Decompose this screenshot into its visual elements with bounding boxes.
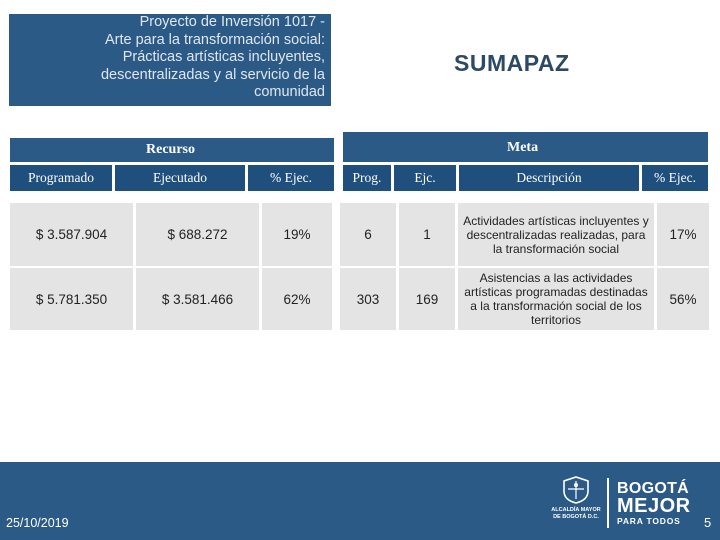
meta-title: Meta — [507, 140, 539, 155]
table-cell-prog: 6 — [340, 203, 396, 266]
locality-title: SUMAPAZ — [454, 50, 570, 76]
table-cell-ejc: 1 — [399, 203, 455, 266]
table-cell-programado: $ 5.781.350 — [10, 268, 133, 330]
page-number: 5 — [704, 515, 712, 530]
project-title-line: Proyecto de Inversión 1017 - — [139, 14, 325, 30]
column-header-programado: Programado — [10, 165, 112, 191]
table-cell-pct-recurso: 62% — [262, 268, 332, 330]
seal-text — [544, 507, 608, 520]
coat-of-arms-icon — [556, 475, 596, 505]
column-header-ejecutado: Ejecutado — [115, 165, 245, 191]
seal-text-line: ALCALDÍA MAYOR — [551, 507, 601, 513]
project-title-line: comunidad — [254, 84, 325, 100]
table-cell-pct-meta: 17% — [657, 203, 709, 266]
table-cell-ejecutado: $ 3.581.466 — [136, 268, 259, 330]
column-header-pct-recurso: % Ejec. — [248, 165, 334, 191]
table-cell-ejc: 169 — [399, 268, 455, 330]
project-title-box — [9, 14, 331, 106]
logo-line: BOGOTÁ — [617, 480, 690, 497]
table-cell-descripcion: Actividades artísticas incluyentes y descentralizadas realizadas, para la transformación social — [458, 203, 654, 266]
project-title-line: Prácticas artísticas incluyentes, — [122, 49, 325, 65]
column-header-ejc: Ejc. — [394, 165, 456, 191]
recurso-title: Recurso — [146, 142, 195, 157]
footer-bar — [0, 462, 720, 540]
recurso-section-header — [10, 138, 334, 162]
logo-line: MEJOR — [617, 495, 691, 517]
table-cell-descripcion: Asistencias a las actividades artísticas programadas destinadas a la transformación social de los territorios — [458, 268, 654, 330]
table-cell-ejecutado: $ 688.272 — [136, 203, 259, 266]
column-header-descripcion: Descripción — [459, 165, 639, 191]
table-cell-prog: 303 — [340, 268, 396, 330]
project-title-line: descentralizadas y al servicio de la — [100, 66, 325, 83]
logo-line: PARA TODOS — [617, 516, 681, 526]
project-title — [15, 14, 325, 102]
table-cell-pct-recurso: 19% — [262, 203, 332, 266]
table-cell-pct-meta: 56% — [657, 268, 709, 330]
project-title-line: Arte para la transformación social: — [104, 31, 325, 48]
table-cell-programado: $ 3.587.904 — [10, 203, 133, 266]
column-header-pct-meta: % Ejec. — [642, 165, 708, 191]
footer-date: 25/10/2019 — [6, 516, 69, 530]
meta-section-header — [343, 132, 708, 162]
column-header-prog: Prog. — [343, 165, 391, 191]
logo-divider — [607, 478, 609, 528]
seal-text-line: DE BOGOTÁ D.C. — [553, 513, 599, 520]
